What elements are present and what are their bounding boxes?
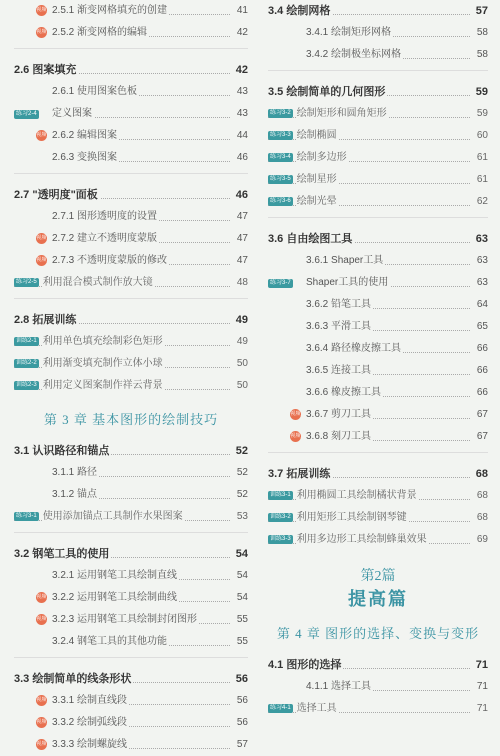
part-name: 提高篇 [348, 589, 408, 609]
toc-entry-title: 4.1 图形的选择 [268, 659, 342, 671]
toc-entry[interactable] [268, 44, 488, 66]
page-number: 49 [235, 331, 248, 353]
toc-entry[interactable] [268, 382, 488, 404]
video-icon: 视频 [36, 130, 47, 141]
toc-entry[interactable] [14, 353, 248, 375]
toc-entry-title: 3.1.1 路径 [52, 467, 98, 478]
toc-entry-title: 绘制星形 [296, 174, 337, 185]
video-icon: 视频 [36, 739, 47, 750]
page-number: 42 [235, 22, 248, 44]
toc-entry[interactable] [14, 125, 248, 147]
toc-entry[interactable] [14, 609, 248, 631]
toc-entry-title: 选择工具 [296, 703, 337, 714]
page-number: 58 [475, 22, 488, 44]
toc-entry-title: 3.6.1 Shaper工具 [306, 255, 384, 266]
section-divider [14, 48, 248, 59]
toc-entry[interactable] [268, 250, 488, 272]
toc-entry-title: 3.2.4 钢笔工具的其他功能 [52, 636, 168, 647]
video-icon: 视频 [36, 255, 47, 266]
exercise-badge: 训练3-1 [270, 491, 291, 498]
exercise-badge: 练习3-1 [16, 512, 37, 519]
page-number: 54 [234, 543, 248, 565]
toc-entry[interactable] [14, 103, 248, 125]
exercise-badge: 练习3-6 [270, 197, 291, 204]
page-number: 68 [475, 507, 488, 529]
page-number: 71 [474, 654, 488, 676]
toc-entry-title: 3.6 自由绘图工具 [268, 233, 353, 245]
toc-entry-title: 2.6.2 编辑图案 [52, 130, 118, 141]
page-number: 66 [475, 382, 488, 404]
page-number: 63 [475, 250, 488, 272]
toc-entry-title: 利用单色填充绘制彩色矩形 [42, 336, 163, 347]
toc-entry-title: 利用渐变填充制作立体小球 [42, 358, 163, 369]
toc-entry[interactable] [268, 191, 488, 213]
section-divider [268, 217, 488, 228]
page-number: 46 [235, 147, 248, 169]
toc-entry[interactable] [268, 404, 488, 426]
page-number: 58 [475, 44, 488, 66]
toc-entry-title: 2.6.3 变换图案 [52, 152, 118, 163]
exercise-badge: 练习2-5 [16, 278, 37, 285]
page-number: 57 [235, 734, 248, 756]
toc-entry[interactable] [14, 0, 248, 22]
toc-entry[interactable] [14, 484, 248, 506]
toc-entry[interactable] [268, 338, 488, 360]
page-number: 56 [234, 668, 248, 690]
page-number: 59 [475, 103, 488, 125]
section-divider [268, 452, 488, 463]
exercise-badge: 练习4-1 [270, 704, 291, 711]
exercise-badge: 练习3-3 [270, 131, 291, 138]
section-divider [268, 70, 488, 81]
toc-section-heading[interactable] [14, 309, 248, 331]
exercise-badge: 练习2-4 [16, 111, 37, 117]
toc-entry-title: 3.4.2 绘制极坐标网格 [306, 49, 402, 60]
toc-entry-title: 3.6.8 刻刀工具 [306, 431, 372, 442]
toc-entry-title: 3.3.1 绘制直线段 [52, 695, 128, 706]
toc-entry-title: 2.7.2 建立不透明度蒙版 [52, 233, 158, 244]
exercise-badge: 训练3-2 [270, 513, 291, 520]
toc-entry-title: 3.1 认识路径和锚点 [14, 445, 110, 457]
toc-entry-title: 2.6 图案填充 [14, 64, 77, 76]
toc-entry-title: 3.4.1 绘制矩形网格 [306, 27, 392, 38]
page-number: 63 [475, 272, 488, 294]
page-number: 55 [235, 631, 248, 653]
page-number: 54 [235, 565, 248, 587]
exercise-badge: 训练2-2 [16, 359, 37, 366]
toc-entry-title: 绘制矩形和圆角矩形 [296, 108, 387, 119]
page-number: 67 [475, 404, 488, 426]
exercise-badge: 训练2-1 [16, 337, 37, 344]
toc-entry[interactable] [268, 529, 488, 551]
toc-entry[interactable] [14, 631, 248, 653]
section-divider [14, 173, 248, 184]
toc-left-column [14, 0, 248, 756]
page-number: 52 [235, 484, 248, 506]
toc-entry-title: 3.2.3 运用钢笔工具绘制封闭图形 [52, 614, 198, 625]
toc-entry[interactable] [268, 103, 488, 125]
toc-entry[interactable] [14, 331, 248, 353]
page-number: 68 [474, 463, 488, 485]
page-number: 71 [475, 698, 488, 720]
page-number: 47 [235, 206, 248, 228]
page-number: 71 [475, 676, 488, 698]
video-icon: 视频 [290, 431, 301, 442]
toc-entry[interactable] [268, 169, 488, 191]
toc-entry-title: 3.6.6 橡皮擦工具 [306, 387, 382, 398]
toc-entry-title: 2.8 拓展训练 [14, 314, 77, 326]
toc-entry-title: 定义图案 [52, 108, 92, 119]
section-divider [14, 657, 248, 668]
toc-entry[interactable] [14, 462, 248, 484]
page-number: 52 [234, 440, 248, 462]
toc-entry[interactable] [268, 426, 488, 448]
page-number: 68 [475, 485, 488, 507]
page-number: 50 [235, 353, 248, 375]
toc-entry-title: 3.2.1 运用钢笔工具绘制直线 [52, 570, 178, 581]
toc-entry[interactable] [14, 565, 248, 587]
page-number: 41 [235, 0, 248, 22]
toc-entry-title: 3.6.5 连接工具 [306, 365, 372, 376]
video-icon: 视频 [290, 409, 301, 420]
video-icon: 视频 [36, 27, 47, 38]
section-divider [14, 532, 248, 543]
toc-entry[interactable] [268, 360, 488, 382]
page-number: 49 [234, 309, 248, 331]
video-icon: 视频 [36, 233, 47, 244]
page-number: 61 [475, 147, 488, 169]
toc-entry-title: 利用多边形工具绘制蜂巢效果 [296, 534, 427, 545]
toc-entry[interactable] [14, 250, 248, 272]
section-divider [14, 298, 248, 309]
page-number: 62 [475, 191, 488, 213]
toc-entry-title: 2.7.1 图形透明度的设置 [52, 211, 158, 222]
page-number: 66 [475, 338, 488, 360]
page-number: 64 [475, 294, 488, 316]
toc-entry-title: 利用定义图案制作祥云背景 [42, 380, 163, 391]
toc-entry-title: 3.7 拓展训练 [268, 468, 331, 480]
toc-entry-title: Shaper工具的使用 [306, 277, 389, 288]
page-number: 69 [475, 529, 488, 551]
toc-section-heading[interactable] [268, 228, 488, 250]
toc-section-heading[interactable] [268, 463, 488, 485]
page-number: 67 [475, 426, 488, 448]
toc-entry-title: 利用椭圆工具绘制橘状背景 [296, 490, 417, 501]
toc-entry-title: 3.2 钢笔工具的使用 [14, 548, 110, 560]
toc-entry-title: 利用混合模式制作放大镜 [42, 277, 153, 288]
toc-entry-title: 4.1.1 选择工具 [306, 681, 372, 692]
toc-entry-title: 2.5.2 渐变网格的编辑 [52, 27, 148, 38]
toc-entry[interactable] [268, 22, 488, 44]
exercise-badge: 训练3-3 [270, 535, 291, 542]
page-number: 43 [235, 103, 248, 125]
toc-entry[interactable] [14, 587, 248, 609]
chapter-title: 第 4 章 图形的选择、变换与变形 [276, 626, 480, 641]
toc-section-heading[interactable] [14, 184, 248, 206]
video-icon: 视频 [36, 717, 47, 728]
page-number: 47 [235, 228, 248, 250]
toc-section-heading[interactable] [268, 654, 488, 676]
page-number: 54 [235, 587, 248, 609]
toc-entry[interactable] [14, 206, 248, 228]
page-number: 48 [235, 272, 248, 294]
toc-entry[interactable] [14, 22, 248, 44]
toc-entry-title: 3.5 绘制简单的几何图形 [268, 86, 386, 98]
toc-entry[interactable] [14, 712, 248, 734]
toc-entry[interactable] [268, 272, 488, 294]
toc-entry[interactable] [14, 147, 248, 169]
exercise-badge: 练习3-4 [270, 153, 291, 160]
toc-entry[interactable] [268, 698, 488, 720]
page-number: 43 [235, 81, 248, 103]
toc-entry-title: 3.6.3 平滑工具 [306, 321, 372, 332]
part-heading [268, 565, 488, 611]
video-icon: 视频 [36, 592, 47, 603]
page-number: 42 [234, 59, 248, 81]
toc-entry-title: 3.3 绘制简单的线条形状 [14, 673, 132, 685]
page-number: 47 [235, 250, 248, 272]
page-number: 52 [235, 462, 248, 484]
page-number: 46 [234, 184, 248, 206]
page-number: 65 [475, 316, 488, 338]
toc-entry[interactable] [268, 316, 488, 338]
page-number: 60 [475, 125, 488, 147]
toc-entry[interactable] [268, 507, 488, 529]
toc-entry-title: 利用矩形工具绘制钢琴键 [296, 512, 407, 523]
toc-section-heading[interactable] [268, 81, 488, 103]
exercise-badge: 练习3-2 [270, 109, 291, 116]
toc-entry-title: 绘制椭圆 [296, 130, 337, 141]
toc-entry[interactable] [14, 228, 248, 250]
toc-right-column [268, 0, 488, 720]
toc-entry[interactable] [14, 272, 248, 294]
toc-section-heading[interactable] [14, 59, 248, 81]
toc-entry-title: 3.6.4 路径橡皮擦工具 [306, 343, 402, 354]
toc-entry[interactable] [268, 676, 488, 698]
toc-entry[interactable] [268, 147, 488, 169]
toc-entry-title: 3.6.7 剪刀工具 [306, 409, 372, 420]
page-number: 53 [235, 506, 248, 528]
toc-entry[interactable] [268, 125, 488, 147]
toc-entry[interactable] [268, 485, 488, 507]
exercise-badge: 练习3-5 [270, 175, 291, 182]
toc-entry[interactable] [14, 81, 248, 103]
page-number: 59 [474, 81, 488, 103]
toc-entry-title: 绘制光晕 [296, 196, 337, 207]
exercise-badge: 训练2-3 [16, 381, 37, 388]
toc-entry-title: 3.4 绘制网格 [268, 5, 331, 17]
toc-section-heading[interactable] [14, 543, 248, 565]
toc-entry-title: 3.2.2 运用钢笔工具绘制曲线 [52, 592, 178, 603]
toc-entry-title: 3.1.2 锚点 [52, 489, 98, 500]
toc-entry-title: 使用添加锚点工具制作水果图案 [42, 511, 183, 522]
toc-entry[interactable] [14, 734, 248, 756]
page-number: 61 [475, 169, 488, 191]
page-number: 66 [475, 360, 488, 382]
toc-entry[interactable] [14, 375, 248, 397]
page-number: 56 [235, 690, 248, 712]
part-number: 第2篇 [360, 569, 396, 584]
video-icon: 视频 [36, 695, 47, 706]
page-number: 57 [474, 0, 488, 22]
toc-entry[interactable] [268, 294, 488, 316]
toc-section-heading[interactable] [14, 440, 248, 462]
toc-entry-title: 绘制多边形 [296, 152, 347, 163]
page-number: 63 [474, 228, 488, 250]
exercise-badge: 练习3-7 [270, 280, 291, 286]
toc-entry-title: 2.7.3 不透明度蒙版的修改 [52, 255, 168, 266]
toc-section-heading[interactable] [14, 668, 248, 690]
video-icon: 视频 [36, 5, 47, 16]
page-number: 55 [235, 609, 248, 631]
toc-entry-title: 2.7 "透明度"面板 [14, 189, 98, 201]
chapter-title: 第 3 章 基本图形的绘制技巧 [43, 412, 219, 427]
video-icon: 视频 [36, 614, 47, 625]
toc-entry-title: 3.3.2 绘制弧线段 [52, 717, 128, 728]
toc-entry-title: 2.6.1 使用图案色板 [52, 86, 138, 97]
toc-entry[interactable] [14, 506, 248, 528]
toc-entry-title: 2.5.1 渐变网格填充的创建 [52, 5, 168, 16]
toc-entry[interactable] [14, 690, 248, 712]
page-number: 56 [235, 712, 248, 734]
page-number: 44 [235, 125, 248, 147]
page-number: 50 [235, 375, 248, 397]
toc-entry-title: 3.3.3 绘制螺旋线 [52, 739, 128, 750]
toc-entry-title: 3.6.2 铅笔工具 [306, 299, 372, 310]
toc-section-heading[interactable] [268, 0, 488, 22]
